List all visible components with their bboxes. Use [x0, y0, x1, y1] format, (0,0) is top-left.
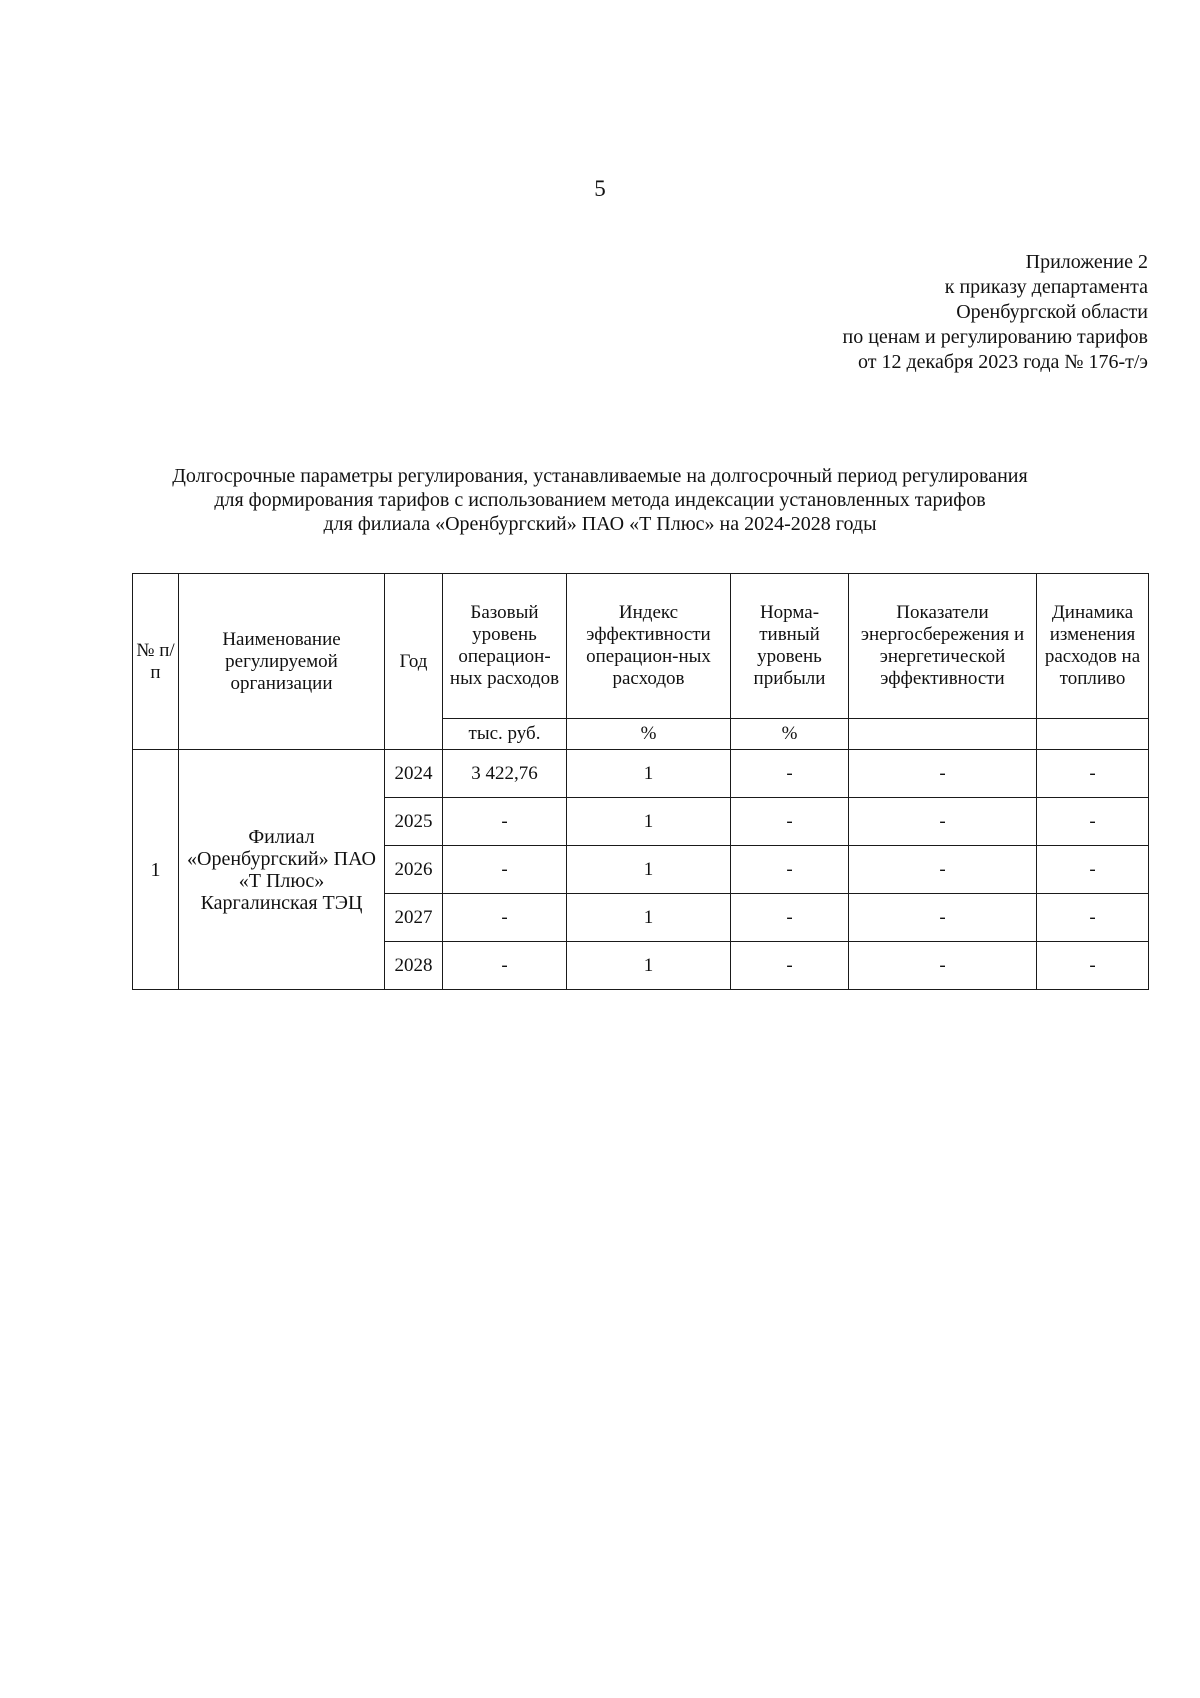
- base-costs-cell: 3 422,76: [443, 750, 567, 798]
- efficiency-index-cell: 1: [567, 846, 731, 894]
- title-line: для формирования тарифов с использованием метода индексации установленных тарифов: [214, 489, 986, 511]
- unit-energy-saving: [849, 719, 1037, 750]
- title-line: для филиала «Оренбургский» ПАО «Т Плюс» на 2024-2028 годы: [323, 513, 877, 535]
- fuel-dynamics-cell: -: [1037, 798, 1149, 846]
- header-num: № п/п: [133, 574, 179, 750]
- energy-saving-cell: -: [849, 798, 1037, 846]
- header-base-costs: Базовый уровень операцион-ных расходов: [443, 574, 567, 719]
- appendix-block: [548, 250, 1148, 375]
- title-line: Долгосрочные параметры регулирования, устанавливаемые на долгосрочный период регулирования: [172, 465, 1028, 487]
- fuel-dynamics-cell: -: [1037, 894, 1149, 942]
- unit-fuel-dynamics: [1037, 719, 1149, 750]
- fuel-dynamics-cell: -: [1037, 846, 1149, 894]
- energy-saving-cell: -: [849, 846, 1037, 894]
- appendix-line: от 12 декабря 2023 года № 176-т/э: [858, 351, 1148, 373]
- header-profit-level: Норма-тивный уровень прибыли: [731, 574, 849, 719]
- fuel-dynamics-cell: -: [1037, 942, 1149, 990]
- year-cell: 2027: [385, 894, 443, 942]
- organization-name: Филиал «Оренбургский» ПАО «Т Плюс» Каргалинская ТЭЦ: [179, 750, 385, 990]
- profit-level-cell: -: [731, 798, 849, 846]
- unit-efficiency-index: %: [567, 719, 731, 750]
- efficiency-index-cell: 1: [567, 798, 731, 846]
- year-cell: 2026: [385, 846, 443, 894]
- appendix-line: Оренбургской области: [956, 301, 1148, 323]
- appendix-line: к приказу департамента: [944, 276, 1148, 298]
- appendix-line: по ценам и регулированию тарифов: [842, 326, 1148, 348]
- energy-saving-cell: -: [849, 894, 1037, 942]
- row-number: 1: [133, 750, 179, 990]
- efficiency-index-cell: 1: [567, 942, 731, 990]
- profit-level-cell: -: [731, 894, 849, 942]
- energy-saving-cell: -: [849, 942, 1037, 990]
- header-efficiency-index: Индекс эффективности операцион-ных расходов: [567, 574, 731, 719]
- year-cell: 2025: [385, 798, 443, 846]
- fuel-dynamics-cell: -: [1037, 750, 1149, 798]
- header-energy-saving: Показатели энергосбережения и энергетической эффективности: [849, 574, 1037, 719]
- profit-level-cell: -: [731, 942, 849, 990]
- base-costs-cell: -: [443, 846, 567, 894]
- base-costs-cell: -: [443, 894, 567, 942]
- table-row: [133, 750, 1149, 798]
- unit-base-costs: тыс. руб.: [443, 719, 567, 750]
- header-year: Год: [385, 574, 443, 750]
- year-cell: 2024: [385, 750, 443, 798]
- header-org: Наименование регулируемой организации: [179, 574, 385, 750]
- efficiency-index-cell: 1: [567, 750, 731, 798]
- profit-level-cell: -: [731, 750, 849, 798]
- year-cell: 2028: [385, 942, 443, 990]
- profit-level-cell: -: [731, 846, 849, 894]
- parameters-table: [132, 573, 1149, 990]
- appendix-line: Приложение 2: [1025, 251, 1148, 273]
- base-costs-cell: -: [443, 942, 567, 990]
- header-fuel-dynamics: Динамика изменения расходов на топливо: [1037, 574, 1149, 719]
- document-title: [0, 464, 1200, 536]
- base-costs-cell: -: [443, 798, 567, 846]
- efficiency-index-cell: 1: [567, 894, 731, 942]
- page-number: 5: [594, 176, 606, 201]
- energy-saving-cell: -: [849, 750, 1037, 798]
- unit-profit-level: %: [731, 719, 849, 750]
